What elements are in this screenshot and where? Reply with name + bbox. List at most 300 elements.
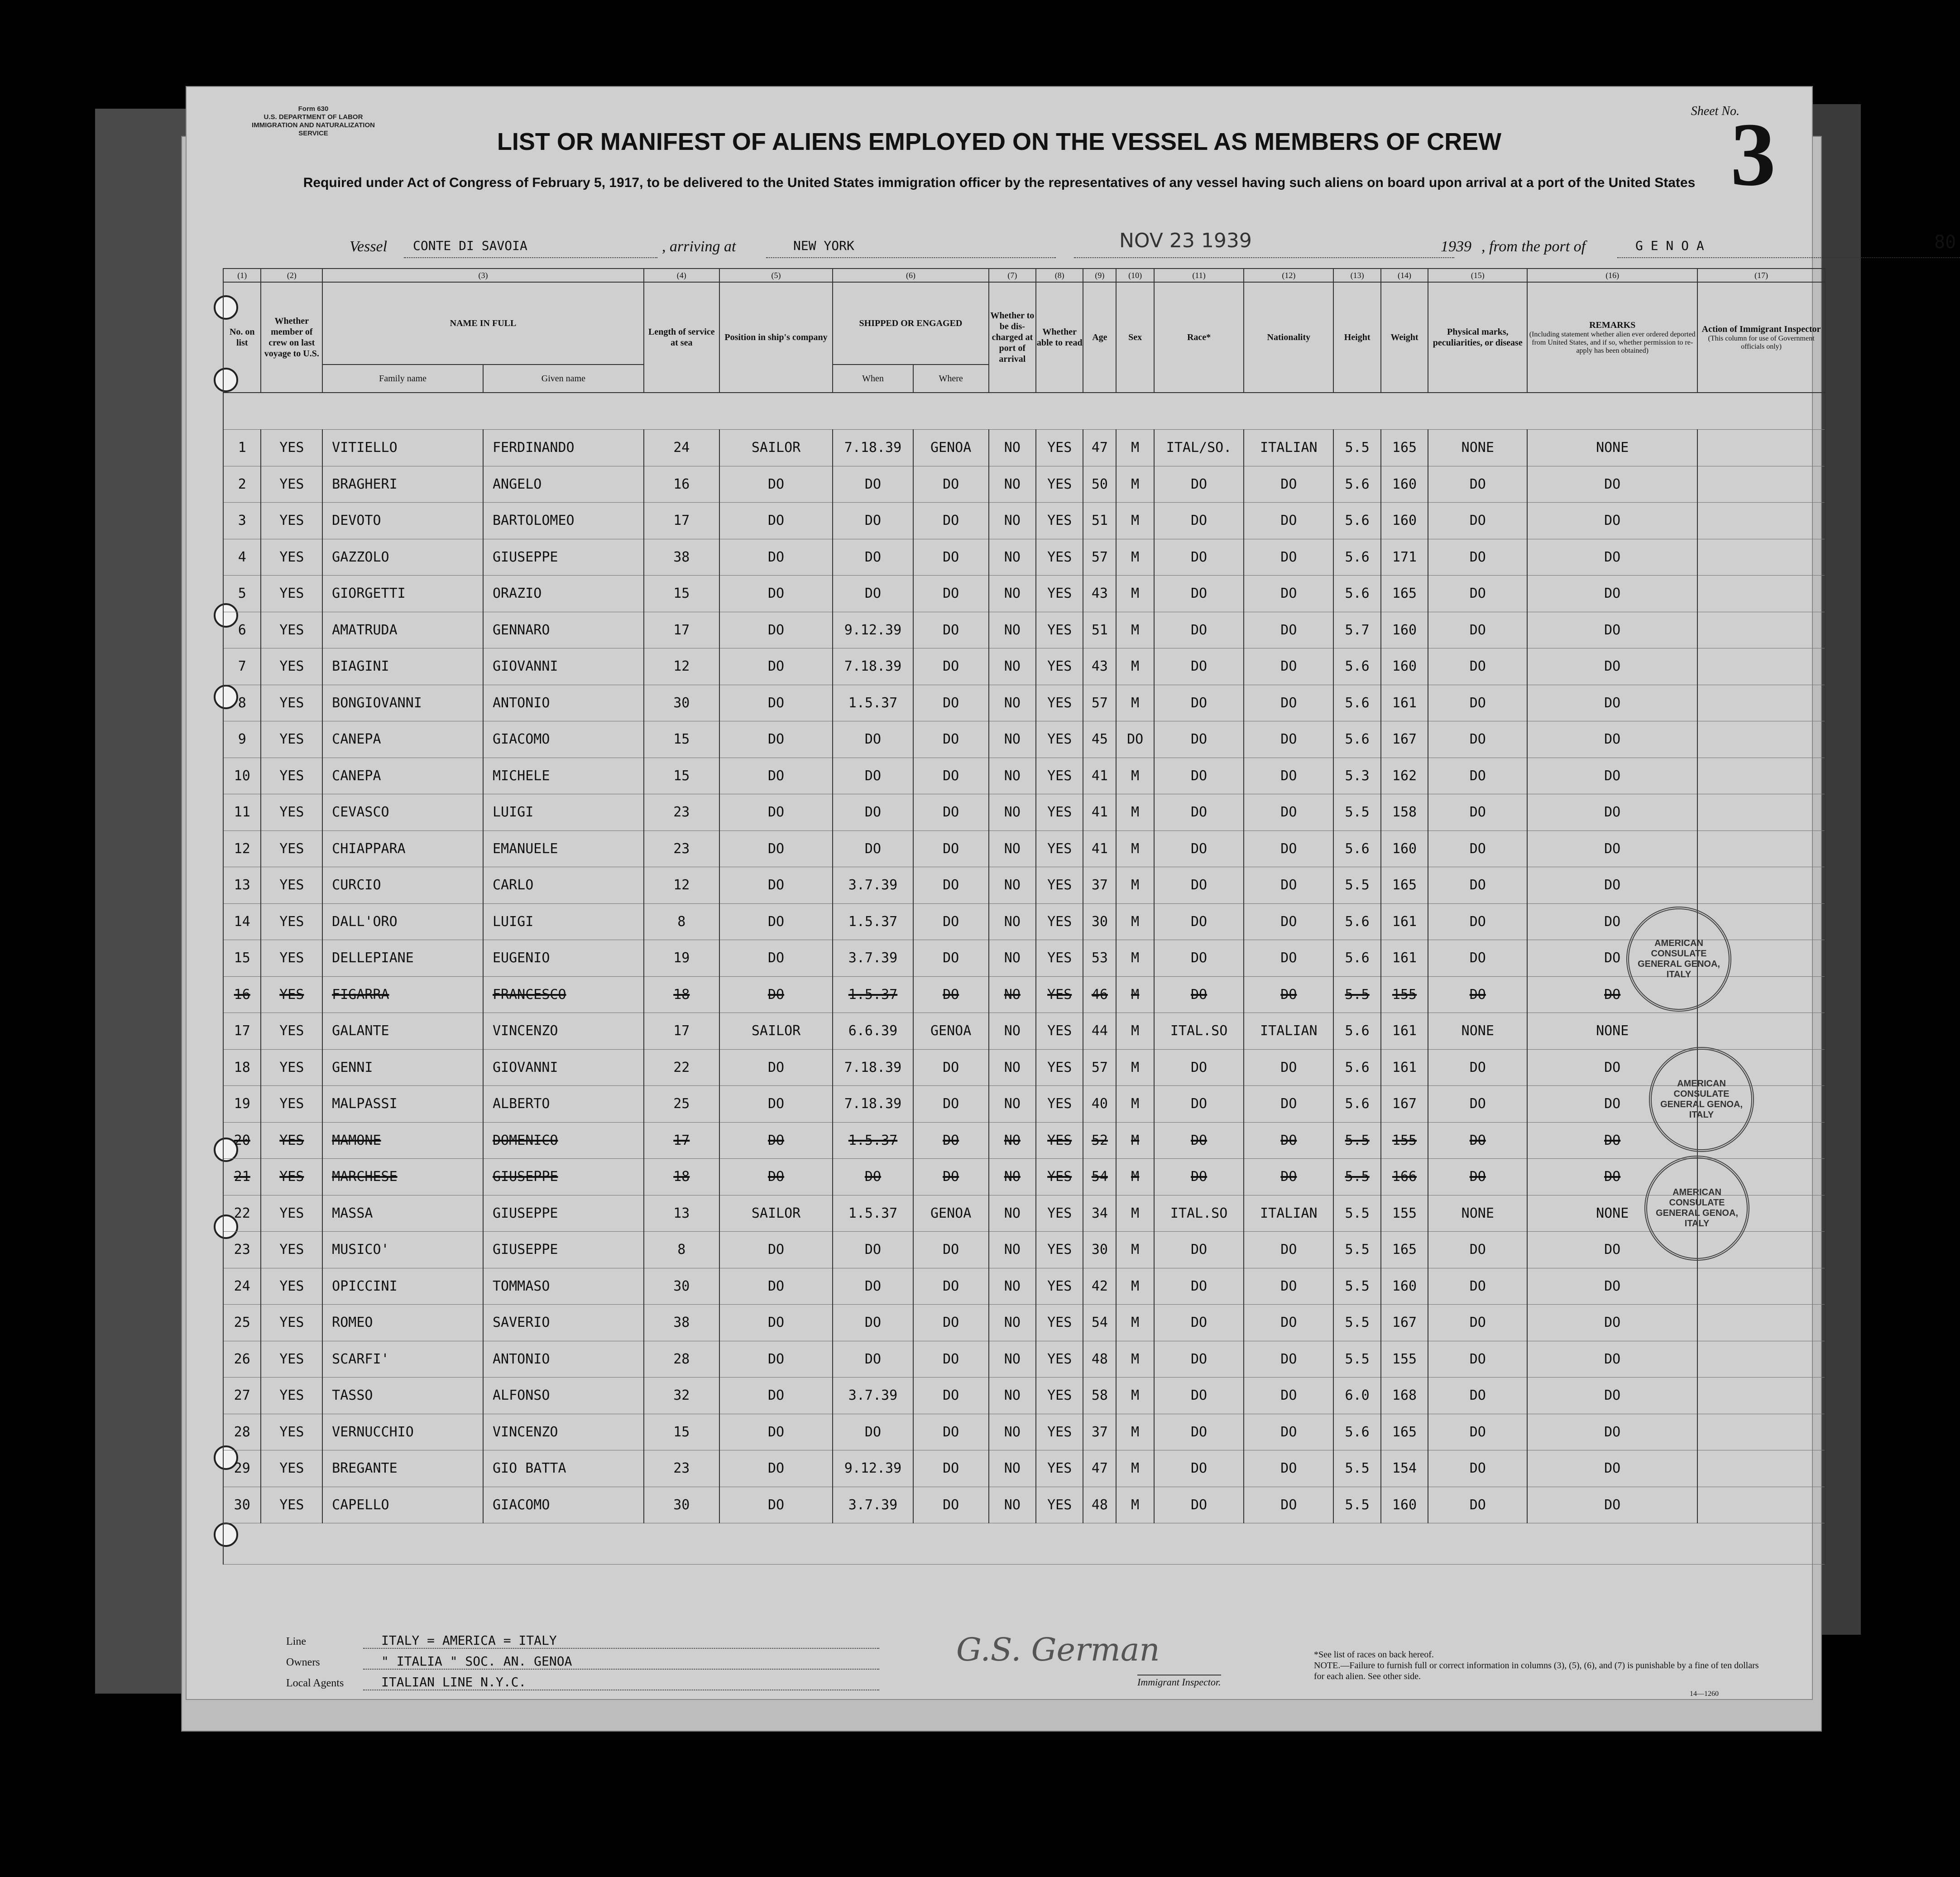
cell-weight: 165 <box>1381 430 1428 466</box>
cell-weight: 165 <box>1381 867 1428 904</box>
cell-nationality: DO <box>1244 976 1333 1013</box>
cell-sex: M <box>1116 539 1154 576</box>
cell-sex: M <box>1116 1341 1154 1378</box>
cell-marks: DO <box>1428 576 1527 612</box>
cell-when: 3.7.39 <box>833 867 913 904</box>
cell-family: MARCHESE <box>322 1159 483 1195</box>
cell-given: GIUSEPPE <box>483 1232 644 1268</box>
cell-remarks: NONE <box>1527 1013 1697 1050</box>
cell-marks: DO <box>1428 612 1527 648</box>
cell-when: 7.18.39 <box>833 648 913 685</box>
table-row <box>223 1487 1825 1523</box>
cell-nationality: DO <box>1244 466 1333 503</box>
cell-discharged: NO <box>989 903 1036 940</box>
cell-service: 18 <box>644 976 719 1013</box>
header-discharged: Whether to be dis-charged at port of arrival <box>989 282 1036 393</box>
cell-position: DO <box>719 1159 833 1195</box>
table-row <box>223 830 1825 867</box>
cell-position: DO <box>719 1378 833 1414</box>
cell-remarks: DO <box>1527 721 1697 758</box>
cell-member: YES <box>261 758 322 794</box>
cell-sex: M <box>1116 466 1154 503</box>
cell-marks: DO <box>1428 721 1527 758</box>
cell-sex: M <box>1116 1268 1154 1305</box>
cell-given: DOMENICO <box>483 1122 644 1159</box>
cell-nationality: DO <box>1244 1086 1333 1123</box>
cell-service: 17 <box>644 612 719 648</box>
cell-position: DO <box>719 685 833 721</box>
cell-family: CURCIO <box>322 867 483 904</box>
cell-service: 23 <box>644 1450 719 1487</box>
cell-nationality: DO <box>1244 1378 1333 1414</box>
table-row <box>223 721 1825 758</box>
cell-read: YES <box>1036 903 1083 940</box>
cell-given: EUGENIO <box>483 940 644 977</box>
cell-family: OPICCINI <box>322 1268 483 1305</box>
cell-height: 5.6 <box>1333 903 1380 940</box>
cell-where: DO <box>913 466 989 503</box>
cell-action <box>1697 1450 1825 1487</box>
cell-height: 5.3 <box>1333 758 1380 794</box>
table-row <box>223 466 1825 503</box>
cell-family: ROMEO <box>322 1305 483 1341</box>
cell-action <box>1697 430 1825 466</box>
cell-family: MASSA <box>322 1195 483 1232</box>
cell-weight: 161 <box>1381 1013 1428 1050</box>
owners-label: Owners <box>286 1656 320 1668</box>
table-row <box>223 1159 1825 1195</box>
cell-position: DO <box>719 1341 833 1378</box>
table-row <box>223 1195 1825 1232</box>
cell-position: DO <box>719 576 833 612</box>
arriving-port: NEW YORK <box>793 238 854 253</box>
cell-marks: DO <box>1428 794 1527 831</box>
page-count: 80 <box>1934 232 1956 253</box>
cell-where: DO <box>913 576 989 612</box>
remarks-title: REMARKS <box>1589 320 1636 330</box>
cell-service: 17 <box>644 1013 719 1050</box>
cell-no: 12 <box>223 830 261 867</box>
cell-service: 30 <box>644 1487 719 1523</box>
header-when: When <box>833 365 913 393</box>
cell-family: BRAGHERI <box>322 466 483 503</box>
cell-when: DO <box>833 576 913 612</box>
cell-sex: M <box>1116 1049 1154 1086</box>
line-label: Line <box>286 1636 306 1647</box>
cell-age: 40 <box>1083 1086 1116 1123</box>
cell-remarks: DO <box>1527 867 1697 904</box>
cell-no: 29 <box>223 1450 261 1487</box>
cell-action <box>1697 685 1825 721</box>
cell-nationality: DO <box>1244 794 1333 831</box>
cell-race: DO <box>1154 758 1244 794</box>
cell-position: DO <box>719 1450 833 1487</box>
cell-read: YES <box>1036 794 1083 831</box>
cell-race: DO <box>1154 794 1244 831</box>
cell-race: DO <box>1154 1450 1244 1487</box>
cell-position: DO <box>719 1305 833 1341</box>
cell-nationality: DO <box>1244 1049 1333 1086</box>
cell-weight: 154 <box>1381 1450 1428 1487</box>
cell-given: SAVERIO <box>483 1305 644 1341</box>
inspector-signature: G.S. German <box>956 1631 1160 1668</box>
cell-given: ALBERTO <box>483 1086 644 1123</box>
year-field: 1939 <box>1441 238 1471 255</box>
cell-action <box>1697 1414 1825 1450</box>
cell-family: MALPASSI <box>322 1086 483 1123</box>
cell-nationality: DO <box>1244 612 1333 648</box>
cell-no: 14 <box>223 903 261 940</box>
table-row <box>223 430 1825 466</box>
cell-member: YES <box>261 1195 322 1232</box>
header-physical-marks: Physical marks, peculiarities, or disease <box>1428 282 1527 393</box>
cell-weight: 160 <box>1381 612 1428 648</box>
cell-weight: 167 <box>1381 721 1428 758</box>
cell-age: 37 <box>1083 867 1116 904</box>
cell-family: FIGARRA <box>322 976 483 1013</box>
cell-discharged: NO <box>989 830 1036 867</box>
cell-race: DO <box>1154 1159 1244 1195</box>
footer-owners <box>286 1652 875 1673</box>
cell-service: 18 <box>644 1159 719 1195</box>
cell-discharged: NO <box>989 648 1036 685</box>
cell-service: 25 <box>644 1086 719 1123</box>
cell-where: DO <box>913 1487 989 1523</box>
cell-read: YES <box>1036 1268 1083 1305</box>
cell-no: 15 <box>223 940 261 977</box>
cell-weight: 171 <box>1381 539 1428 576</box>
cell-service: 15 <box>644 1414 719 1450</box>
header-family-name: Family name <box>322 365 483 393</box>
cell-race: DO <box>1154 1378 1244 1414</box>
cell-given: ANGELO <box>483 466 644 503</box>
cell-discharged: NO <box>989 430 1036 466</box>
penalty-note: NOTE.—Failure to furnish full or correct information in columns (3), (5), (6), and (7) is punishable by a fine of ten dollars for each alien. See other side. <box>1314 1661 1759 1681</box>
cell-weight: 162 <box>1381 758 1428 794</box>
cell-height: 5.5 <box>1333 867 1380 904</box>
cell-height: 5.7 <box>1333 612 1380 648</box>
cell-height: 5.6 <box>1333 466 1380 503</box>
cell-read: YES <box>1036 758 1083 794</box>
owners-value: " ITALIA " SOC. AN. GENOA <box>363 1654 879 1670</box>
cell-service: 32 <box>644 1378 719 1414</box>
cell-race: DO <box>1154 976 1244 1013</box>
cell-given: ORAZIO <box>483 576 644 612</box>
cell-remarks: DO <box>1527 1232 1697 1268</box>
cell-marks: DO <box>1428 1487 1527 1523</box>
cell-race: ITAL.SO <box>1154 1013 1244 1050</box>
cell-nationality: DO <box>1244 539 1333 576</box>
cell-read: YES <box>1036 721 1083 758</box>
cell-family: BIAGINI <box>322 648 483 685</box>
cell-sex: M <box>1116 1013 1154 1050</box>
service-name: IMMIGRATION AND NATURALIZATION SERVICE <box>252 121 375 137</box>
column-number-row: (1) (2) (3) (4) (5) (6) (7) (8) (9) (10) (11) (12) (13) (14) (15) (16) (17) <box>223 269 1825 282</box>
cell-where: GENOA <box>913 1013 989 1050</box>
cell-height: 5.6 <box>1333 830 1380 867</box>
cell-marks: DO <box>1428 503 1527 539</box>
header-name-in-full: NAME IN FULL <box>322 282 644 365</box>
cell-given: BARTOLOMEO <box>483 503 644 539</box>
cell-sex: M <box>1116 830 1154 867</box>
cell-member: YES <box>261 539 322 576</box>
header-length-service: Length of service at sea <box>644 282 719 393</box>
cell-family: BREGANTE <box>322 1450 483 1487</box>
cell-when: 7.18.39 <box>833 1049 913 1086</box>
cell-service: 38 <box>644 539 719 576</box>
cell-read: YES <box>1036 1013 1083 1050</box>
cell-remarks: DO <box>1527 466 1697 503</box>
cell-no: 22 <box>223 1195 261 1232</box>
cell-action <box>1697 1487 1825 1523</box>
cell-age: 57 <box>1083 1049 1116 1086</box>
cell-service: 23 <box>644 830 719 867</box>
cell-discharged: NO <box>989 1378 1036 1414</box>
cell-action <box>1697 1305 1825 1341</box>
cell-remarks: DO <box>1527 940 1697 977</box>
cell-discharged: NO <box>989 1268 1036 1305</box>
cell-read: YES <box>1036 1414 1083 1450</box>
header-where: Where <box>913 365 989 393</box>
header-sex: Sex <box>1116 282 1154 393</box>
cell-sex: M <box>1116 1378 1154 1414</box>
cell-family: CANEPA <box>322 721 483 758</box>
cell-position: SAILOR <box>719 1195 833 1232</box>
cell-no: 27 <box>223 1378 261 1414</box>
cell-race: ITAL/SO. <box>1154 430 1244 466</box>
cell-sex: M <box>1116 576 1154 612</box>
cell-age: 47 <box>1083 1450 1116 1487</box>
header-race: Race* <box>1154 282 1244 393</box>
cell-discharged: NO <box>989 1013 1036 1050</box>
cell-where: DO <box>913 1450 989 1487</box>
cell-where: DO <box>913 940 989 977</box>
cell-read: YES <box>1036 430 1083 466</box>
cell-action <box>1697 648 1825 685</box>
cell-remarks: DO <box>1527 648 1697 685</box>
cell-member: YES <box>261 1049 322 1086</box>
cell-read: YES <box>1036 539 1083 576</box>
cell-height: 5.6 <box>1333 1049 1380 1086</box>
cell-where: DO <box>913 539 989 576</box>
cell-no: 28 <box>223 1414 261 1450</box>
cell-height: 5.6 <box>1333 576 1380 612</box>
cell-marks: DO <box>1428 1049 1527 1086</box>
cell-age: 48 <box>1083 1487 1116 1523</box>
cell-when: 3.7.39 <box>833 1378 913 1414</box>
cell-service: 12 <box>644 648 719 685</box>
cell-marks: DO <box>1428 648 1527 685</box>
cell-remarks: DO <box>1527 1268 1697 1305</box>
cell-nationality: DO <box>1244 940 1333 977</box>
table-row <box>223 503 1825 539</box>
cell-given: ANTONIO <box>483 685 644 721</box>
cell-position: DO <box>719 1232 833 1268</box>
cell-weight: 155 <box>1381 1195 1428 1232</box>
cell-nationality: DO <box>1244 503 1333 539</box>
cell-where: DO <box>913 758 989 794</box>
cell-member: YES <box>261 648 322 685</box>
cell-position: DO <box>719 758 833 794</box>
sheet-number: 3 <box>1730 105 1776 205</box>
cell-age: 37 <box>1083 1414 1116 1450</box>
cell-service: 15 <box>644 758 719 794</box>
cell-no: 10 <box>223 758 261 794</box>
cell-service: 12 <box>644 867 719 904</box>
cell-weight: 167 <box>1381 1086 1428 1123</box>
cell-age: 42 <box>1083 1268 1116 1305</box>
cell-given: FRANCESCO <box>483 976 644 1013</box>
cell-service: 28 <box>644 1341 719 1378</box>
cell-marks: DO <box>1428 1341 1527 1378</box>
cell-race: DO <box>1154 830 1244 867</box>
cell-position: DO <box>719 1414 833 1450</box>
cell-action <box>1697 721 1825 758</box>
cell-where: DO <box>913 1232 989 1268</box>
footer-notes <box>1314 1649 1771 1682</box>
cell-read: YES <box>1036 1122 1083 1159</box>
cell-given: EMANUELE <box>483 830 644 867</box>
cell-action <box>1697 1268 1825 1305</box>
cell-where: DO <box>913 1049 989 1086</box>
cell-when: DO <box>833 721 913 758</box>
cell-nationality: DO <box>1244 648 1333 685</box>
cell-age: 57 <box>1083 539 1116 576</box>
table-row <box>223 1049 1825 1086</box>
cell-height: 5.5 <box>1333 1159 1380 1195</box>
cell-marks: DO <box>1428 1305 1527 1341</box>
cell-action <box>1697 794 1825 831</box>
cell-weight: 167 <box>1381 1305 1428 1341</box>
cell-height: 5.6 <box>1333 648 1380 685</box>
cell-nationality: DO <box>1244 1414 1333 1450</box>
cell-nationality: DO <box>1244 1268 1333 1305</box>
cell-when: 7.18.39 <box>833 430 913 466</box>
cell-position: DO <box>719 721 833 758</box>
cell-position: DO <box>719 539 833 576</box>
cell-marks: DO <box>1428 867 1527 904</box>
cell-where: DO <box>913 1414 989 1450</box>
cell-nationality: DO <box>1244 1159 1333 1195</box>
cell-read: YES <box>1036 612 1083 648</box>
cell-race: DO <box>1154 1305 1244 1341</box>
cell-position: DO <box>719 830 833 867</box>
cell-nationality: DO <box>1244 1341 1333 1378</box>
cell-nationality: DO <box>1244 1450 1333 1487</box>
cell-remarks: DO <box>1527 1159 1697 1195</box>
form-code: 14—1260 <box>1690 1690 1719 1698</box>
cell-given: GIOVANNI <box>483 1049 644 1086</box>
cell-weight: 161 <box>1381 903 1428 940</box>
cell-age: 30 <box>1083 903 1116 940</box>
cell-remarks: DO <box>1527 794 1697 831</box>
from-label: , from the port of <box>1481 238 1586 255</box>
table-row <box>223 1450 1825 1487</box>
cell-height: 5.6 <box>1333 539 1380 576</box>
cell-age: 45 <box>1083 721 1116 758</box>
header-action-inspector <box>1697 282 1825 393</box>
cell-sex: M <box>1116 648 1154 685</box>
cell-nationality: DO <box>1244 758 1333 794</box>
cell-member: YES <box>261 685 322 721</box>
cell-family: TASSO <box>322 1378 483 1414</box>
cell-weight: 155 <box>1381 976 1428 1013</box>
cell-member: YES <box>261 1341 322 1378</box>
cell-marks: DO <box>1428 1159 1527 1195</box>
table-row <box>223 1414 1825 1450</box>
cell-age: 41 <box>1083 758 1116 794</box>
manifest-page <box>186 86 1956 1700</box>
cell-remarks: DO <box>1527 612 1697 648</box>
cell-sex: M <box>1116 430 1154 466</box>
cell-discharged: NO <box>989 1086 1036 1123</box>
cell-discharged: NO <box>989 539 1036 576</box>
cell-action <box>1697 758 1825 794</box>
cell-no: 4 <box>223 539 261 576</box>
cell-sex: M <box>1116 1122 1154 1159</box>
cell-where: DO <box>913 867 989 904</box>
cell-member: YES <box>261 1013 322 1050</box>
cell-height: 5.5 <box>1333 430 1380 466</box>
cell-where: DO <box>913 1378 989 1414</box>
cell-no: 16 <box>223 976 261 1013</box>
cell-when: 9.12.39 <box>833 612 913 648</box>
cell-read: YES <box>1036 685 1083 721</box>
cell-age: 54 <box>1083 1159 1116 1195</box>
cell-family: GAZZOLO <box>322 539 483 576</box>
cell-race: ITAL.SO <box>1154 1195 1244 1232</box>
cell-age: 54 <box>1083 1305 1116 1341</box>
cell-no: 17 <box>223 1013 261 1050</box>
cell-member: YES <box>261 576 322 612</box>
cell-weight: 160 <box>1381 466 1428 503</box>
cell-where: DO <box>913 830 989 867</box>
cell-position: DO <box>719 648 833 685</box>
cell-when: DO <box>833 466 913 503</box>
cell-service: 30 <box>644 1268 719 1305</box>
cell-member: YES <box>261 612 322 648</box>
cell-remarks: DO <box>1527 1122 1697 1159</box>
cell-age: 53 <box>1083 940 1116 977</box>
cell-read: YES <box>1036 1378 1083 1414</box>
cell-age: 41 <box>1083 794 1116 831</box>
cell-member: YES <box>261 1232 322 1268</box>
cell-when: 1.5.37 <box>833 1195 913 1232</box>
cell-position: DO <box>719 466 833 503</box>
cell-marks: DO <box>1428 1122 1527 1159</box>
cell-read: YES <box>1036 940 1083 977</box>
cell-action <box>1697 466 1825 503</box>
cell-no: 11 <box>223 794 261 831</box>
cell-remarks: DO <box>1527 1341 1697 1378</box>
cell-marks: DO <box>1428 1232 1527 1268</box>
cell-sex: M <box>1116 503 1154 539</box>
cell-service: 38 <box>644 1305 719 1341</box>
cell-height: 5.6 <box>1333 503 1380 539</box>
cell-read: YES <box>1036 1487 1083 1523</box>
vessel-name: CONTE DI SAVOIA <box>413 238 527 253</box>
cell-given: VINCENZO <box>483 1414 644 1450</box>
cell-nationality: DO <box>1244 1487 1333 1523</box>
cell-sex: M <box>1116 612 1154 648</box>
cell-no: 24 <box>223 1268 261 1305</box>
cell-when: 9.12.39 <box>833 1450 913 1487</box>
cell-position: SAILOR <box>719 430 833 466</box>
cell-weight: 168 <box>1381 1378 1428 1414</box>
cell-when: 1.5.37 <box>833 976 913 1013</box>
cell-age: 41 <box>1083 830 1116 867</box>
cell-height: 5.5 <box>1333 1450 1380 1487</box>
